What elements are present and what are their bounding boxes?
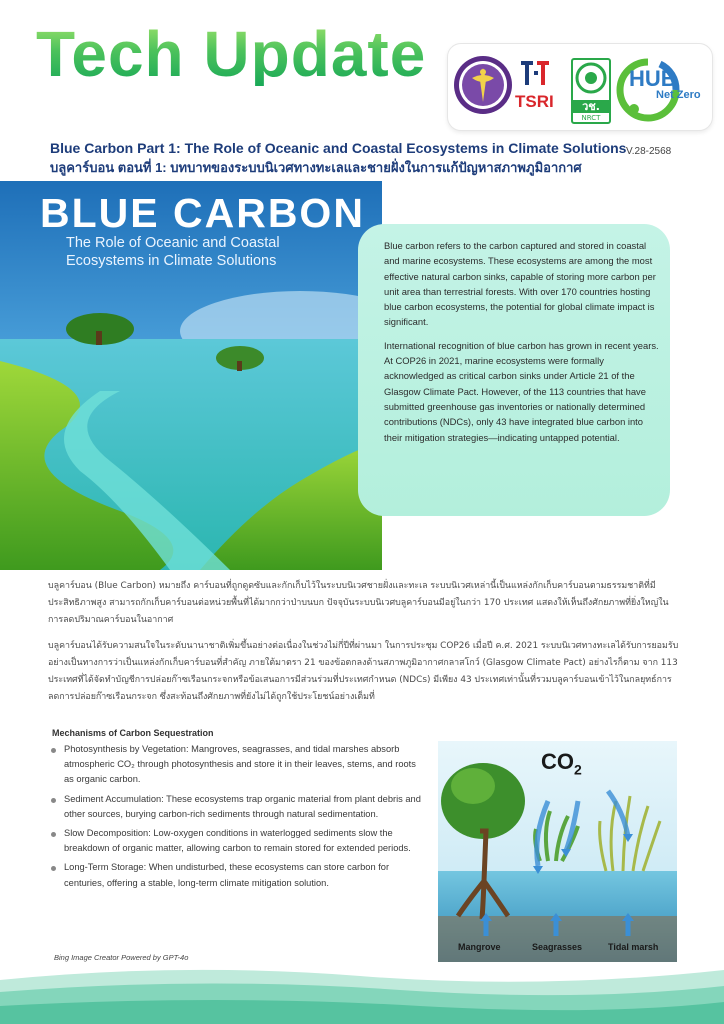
net-zero-logo-text: Net Zero [656, 89, 701, 101]
intro-text [384, 238, 661, 453]
tsri-logo-mark [520, 59, 552, 89]
tsri-logo-text: TSRI [515, 92, 554, 111]
intro-paragraph-1: Blue carbon refers to the carbon captured and stored in coastal and marine ecosystems. These ecosystems are among the most effective natural carbon sinks, capable of storing more carbon per unit area than terrestrial forests. With over 170 countries hosting blue carbon ecosystems, the potential for global climate impact is significant. [384, 240, 656, 328]
list-item: Photosynthesis by Vegetation: Mangroves, seagrasses, and tidal marshes absorb atmospheric CO₂ through photosynthesis and store it in their leaves, stems, and roots as organic carbon. [50, 742, 428, 788]
bullet-icon [51, 748, 56, 753]
mechanisms-heading: Mechanisms of Carbon Sequestration [52, 728, 214, 738]
nrct-thai-label: วช. [573, 100, 609, 113]
nrct-emblem-icon [573, 60, 609, 96]
footer-wave-decoration [0, 962, 724, 1024]
version-label: V.28-2568 [626, 146, 672, 157]
list-item: Long-Term Storage: When undisturbed, these ecosystems can store carbon for centuries, offering a stable, long-term climate mitigation solution. [50, 860, 428, 890]
nrct-logo [571, 58, 611, 124]
list-item: Sediment Accumulation: These ecosystems trap organic material from plant debris and other sources, burying carbon-rich sediments through natural sedimentation. [50, 792, 428, 822]
thai-paragraph-2: บลูคาร์บอนได้รับความสนใจในระดับนานาชาติเพิ่มขึ้นอย่างต่อเนื่องในช่วงไม่กี่ปีที่ผ่านมา ในการประชุม COP26 เมื่อปี ค.ศ. 2021 ระบบนิเวศทางทะเลได้รับการยอมรับอย่างเป็นทางการว่าเป็นแหล่งกักเก็บคาร์บอนที่สำคัญ ภายใต้มาตรา 21 ของข้อตกลงด้านสภาพภูมิอากาศกลาสโกว์ (Glasgow Climate Pact) อย่างไรก็ตาม จาก 113 ประเทศที่ได้จัดทำบัญชีการปล่อยก๊าซเรือนกระจกหรือข้อเสนอการมีส่วนร่วมที่ประเทศกำหนด (NDCs) มีเพียง 43 ประเทศเท่านั้นที่รวมบลูคาร์บอนเข้าไว้ในกลยุทธ์การลดการปล่อยก๊าซเรือนกระจก ซึ่งสะท้อนถึงศักยภาพที่ยังไม่ได้ถูกใช้ประโยชน์อย่างเต็มที่ [48, 641, 679, 702]
thai-paragraph-1: บลูคาร์บอน (Blue Carbon) หมายถึง คาร์บอนที่ถูกดูดซับและกักเก็บไว้ในระบบนิเวศชายฝั่งและทะเล ระบบนิเวศเหล่านี้เป็นแหล่งกักเก็บคาร์บอนตามธรรมชาติที่มีประสิทธิภาพสูง สามารถกักเก็บคาร์บอนต่อหน่วยพื้นที่ได้มากกว่าป่าบนบก ปัจจุบันระบบนิเวศบลูคาร์บอนมีอยู่ในกว่า 170 ประเทศ แสดงให้เห็นถึงศักยภาพที่ยิ่งใหญ่ในการลดปริมาณคาร์บอนในอากาศ [48, 581, 669, 625]
tidal-marsh-label: Tidal marsh [608, 942, 659, 952]
hero-subtitle: The Role of Oceanic and Coastal Ecosystems in Climate Solutions [66, 235, 280, 269]
bullet-icon [51, 798, 56, 803]
article-title-en: Blue Carbon Part 1: The Role of Oceanic and Coastal Ecosystems in Climate Solutions [50, 140, 627, 156]
hero-title: BLUE CARBON [40, 190, 365, 236]
mechanisms-list [50, 742, 428, 895]
nrct-en-label: NRCT [581, 114, 601, 122]
bullet-icon [51, 832, 56, 837]
carbon-sequestration-illustration [438, 741, 677, 962]
seagrasses-label: Seagrasses [532, 942, 583, 952]
image-credit: Bing Image Creator Powered by GPT-4o [54, 953, 189, 962]
list-item: Slow Decomposition: Low-oxygen conditions in waterlogged sediments slow the breakdown of organic matter, allowing carbon to remain stored for extended periods. [50, 826, 428, 856]
bullet-icon [51, 866, 56, 871]
mangrove-label: Mangrove [458, 942, 501, 952]
newsletter-title: Tech Update [36, 18, 427, 90]
article-title-th: บลูคาร์บอน ตอนที่ 1: บทบาทของระบบนิเวศทางทะเลและชายฝั่งในการแก้ปัญหาสภาพภูมิอากาศ [50, 160, 582, 175]
hub-logo-text: HUB [629, 66, 677, 91]
co2-label: $CO_2$ [541, 749, 582, 778]
intro-paragraph-2: International recognition of blue carbon has grown in recent years. At COP26 in 2021, marine ecosystems were formally acknowledged as critical carbon sinks under Article 21 of the Glasgow Climate Pact. However, of the 113 countries that have submitted greenhouse gas inventories or nationally determined contributions (NDCs), only 43 have integrated blue carbon into their mitigation strategies—indicating untapped potential. [384, 339, 659, 443]
ministry-seal-logo [452, 52, 514, 118]
